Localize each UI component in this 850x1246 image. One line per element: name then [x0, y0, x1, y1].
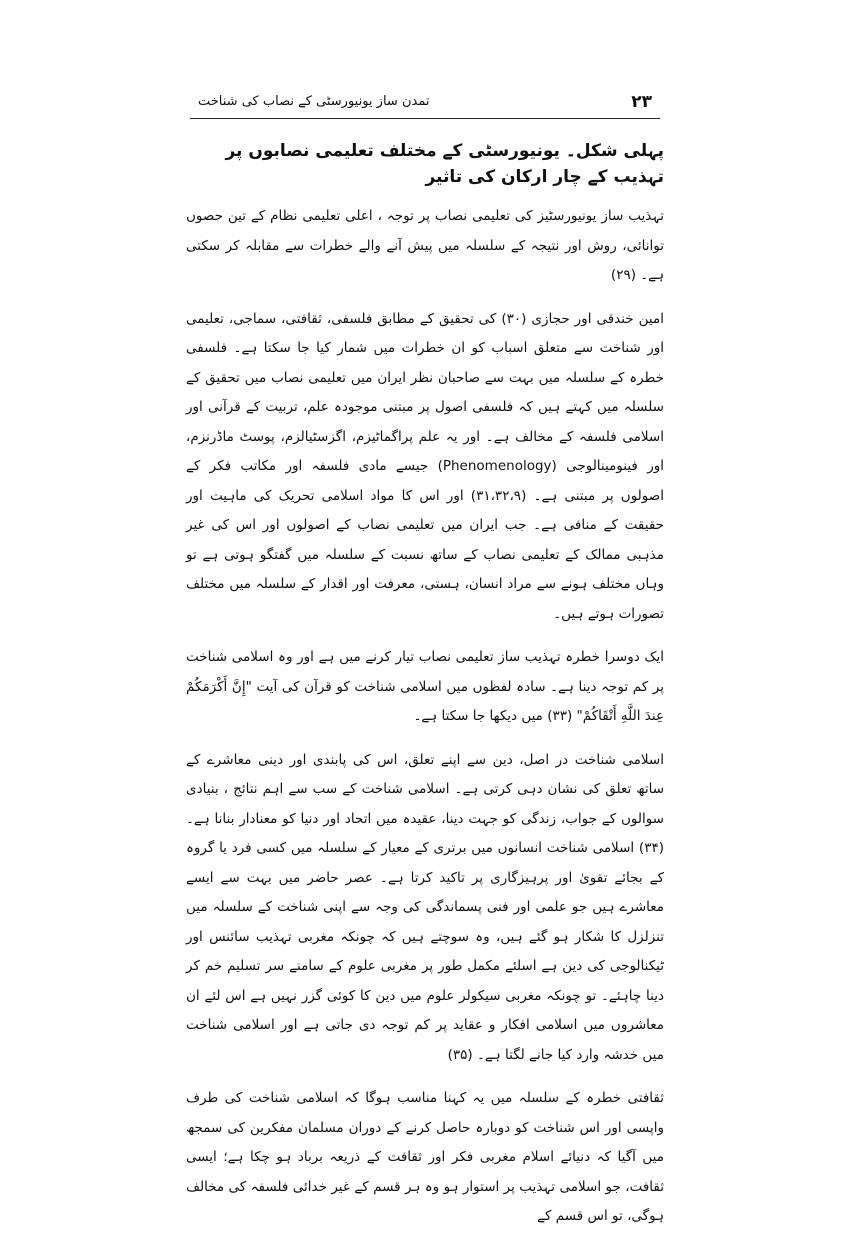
paragraph-1: تہذیب ساز یونیورسٹیز کی تعلیمی نصاب پر توجہ ، اعلی تعلیمی نظام کے تین حصوں توانائی، روش اور نتیجہ کے سلسلہ میں پیش آنے والے خطرات سے مقابلہ کر سکتی ہے۔ (۲۹)	[186, 208, 664, 283]
page-header	[190, 90, 660, 119]
paragraph-5: ثقافتی خطرہ کے سلسلہ میں یہ کہنا مناسب ہوگا کہ اسلامی شناخت کی طرف واپسی اور اس شناخت کو دوبارہ حاصل کرنے کے دوران مسلمان مفکرین کی سمجھ میں آگیا کہ دنیائے اسلام مغربی فکر اور ثقافت کے ذریعہ برباد ہو چکا ہے؛ ایسی ثقافت، جو اسلامی تہذیب پر استوار ہو وہ ہر قسم کے غیر خدائی فلسفہ کی مخالف ہوگی، تو اس قسم کے	[186, 1090, 664, 1224]
running-title: تمدن ساز یونیورسٹی کے نصاب کی شناخت	[198, 94, 430, 109]
page-content	[186, 138, 664, 1246]
paragraph-3: ایک دوسرا خطرہ تہذیب ساز تعلیمی نصاب تیار کرنے میں ہے اور وہ اسلامی شناخت پر کم توجہ دینا ہے۔ سادہ لفظوں میں اسلامی شناخت کو قرآن کی آیت "إِنَّ أَكْرَمَكُمْ عِندَ اللَّهِ أَتْقَاكُمْ" (۳۳) میں دیکھا جا سکتا ہے۔	[186, 649, 664, 724]
paragraph-4: اسلامی شناخت در اصل، دین سے اپنے تعلق، اس کی پابندی اور دینی معاشرے کے ساتھ تعلق کی نشان دہی کرتی ہے۔ اسلامی شناخت کے سب سے اہم نتائج ، بنیادی سوالوں کے جواب، زندگی کو جہت دینا، عقیدہ میں اتحاد اور دنیا کو معنادار بنانا ہے۔ (۳۴) اسلامی شناخت انسانوں میں برتری کے معیار کے سلسلہ میں کسی فرد یا گروہ کے بجائے تقویٰ اور پرہیزگاری پر تاکید کرتا ہے۔ عصر حاضر میں بہت سے ایسے معاشرے ہیں جو علمی اور فنی پسماندگی کی وجہ سے اپنی شناخت کے سلسلہ میں تنزلزل کا شکار ہو گئے ہیں، وہ سوچتے ہیں کہ چونکہ مغربی تہذیب سائنس اور ٹیکنالوجی کی دین ہے اسلئے مکمل طور پر مغربی علوم کے سامنے سر تسلیم خم کر دینا چاہئے۔ تو چونکہ مغربی سیکولر علوم میں دین کا کوئی گزر نہیں ہے اس لئے ان معاشروں میں اسلامی افکار و عقاید پر کم توجہ دی جاتی ہے اور اسلامی شناخت میں خدشہ وارد کیا جانے لگتا ہے۔ (۳۵)	[186, 751, 664, 1063]
page-number: ۲۳	[631, 92, 652, 112]
paragraph-2: امین خندقی اور حجازی (۳۰) کی تحقیق کے مطابق فلسفی، ثقافتی، سماجی، تعلیمی اور شناخت سے متعلق اسباب کو ان خطرات میں شمار کیا جا سکتا ہے۔ فلسفی خطرہ کے سلسلہ میں بہت سے صاحبان نظر ایران میں تعلیمی نصاب میں تحقیق کے سلسلہ میں کہتے ہیں کہ فلسفی اصول پر مبتنی موجودہ علم، تربیت کے قرآنی اور اسلامی فلسفہ کے مخالف ہے۔ اور یہ علم پراگماٹیزم، اگزسٹیالزم، پوسٹ ماڈرنزم، اور فینومینالوجی (Phenomenology) جیسے مادی فلسفہ اور مکاتب فکر کے اصولوں پر مبتنی ہے۔ (۳۱،۳۲،۹) اور اس کا مواد اسلامی تحریک کی ماہیت اور حقیقت کے منافی ہے۔ جب ایران میں تعلیمی نصاب کے اصولوں اور اس کی غیر مذہبی ممالک کے تعلیمی نصاب کے ساتھ نسبت کے سلسلہ میں گفتگو ہوتی ہے تو وہاں مختلف ہونے سے مراد انسان، ہستی، معرفت اور اقدار کے سلسلہ میں مختلف تصورات ہوتے ہیں۔	[186, 310, 664, 622]
section-heading: پہلی شکل۔ یونیورسٹی کے مختلف تعلیمی نصابوں پر تہذیب کے چار ارکان کی تاثیر	[225, 141, 664, 187]
